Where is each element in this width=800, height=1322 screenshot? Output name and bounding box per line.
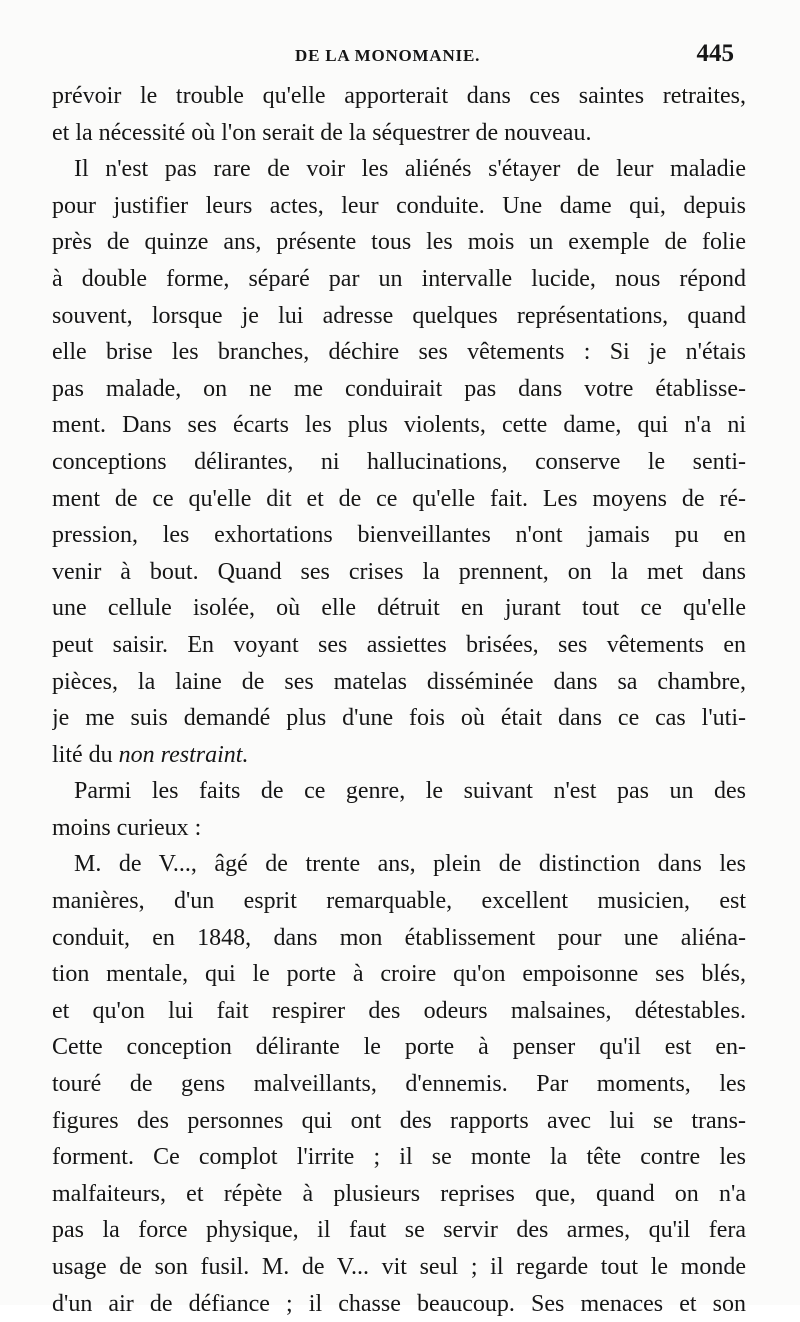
text-line: manières, d'un esprit remarquable, excellent musicien, est [52, 888, 746, 915]
text-line: près de quinze ans, présente tous les mois un exemple de folie [52, 229, 746, 256]
text-line: tion mentale, qui le porte à croire qu'on empoisonne ses blés, [52, 961, 746, 988]
text-line: souvent, lorsque je lui adresse quelques représentations, quand [52, 302, 746, 329]
text-line: à double forme, séparé par un intervalle lucide, nous répond [52, 265, 746, 292]
text-line: pas malade, on ne me conduirait pas dans votre établisse- [52, 375, 746, 402]
text-line: conceptions délirantes, ni hallucinations, conserve le senti- [52, 448, 746, 475]
running-title: DE LA MONOMANIE. [295, 46, 481, 65]
text-line: Cette conception délirante le porte à penser qu'il est en- [52, 1034, 746, 1061]
text-line: elle brise les branches, déchire ses vêtements : Si je n'étais [52, 339, 746, 366]
text-line: ment. Dans ses écarts les plus violents, cette dame, qui n'a ni [52, 412, 746, 439]
paragraph-start-line: Il n'est pas rare de voir les aliénés s'étayer de leur maladie [74, 156, 746, 183]
text-fragment: lité du [52, 741, 113, 768]
body-text [52, 78, 746, 1322]
running-head [50, 40, 740, 76]
text-line: et la nécessité où l'on serait de la séquestrer de nouveau. [52, 119, 592, 146]
text-line: une cellule isolée, où elle détruit en jurant tout ce qu'elle [52, 595, 746, 622]
text-line: prévoir le trouble qu'elle apporterait dans ces saintes retraites, [52, 83, 746, 109]
text-line: pas la force physique, il faut se servir des armes, qu'il fera [52, 1217, 746, 1244]
paragraph-start-line: M. de V..., âgé de trente ans, plein de distinction dans les [74, 851, 746, 878]
text-line: ment de ce qu'elle dit et de ce qu'elle fait. Les moyens de ré- [52, 485, 746, 512]
text-line: pression, les exhortations bienveillantes n'ont jamais pu en [52, 522, 746, 549]
paragraph-start-line: Parmi les faits de ce genre, le suivant n'est pas un des [74, 778, 746, 805]
text-line: moins curieux : [52, 814, 202, 841]
italic-term: non restraint. [118, 741, 249, 768]
page-number: 445 [696, 40, 734, 67]
text-line: venir à bout. Quand ses crises la prennent, on la met dans [52, 558, 746, 585]
text-line: peut saisir. En voyant ses assiettes brisées, ses vêtements en [52, 631, 746, 658]
text-line: touré de gens malveillants, d'ennemis. Par moments, les [52, 1071, 746, 1098]
text-line: usage de son fusil. M. de V... vit seul ; il regarde tout le monde [52, 1254, 746, 1280]
text-line [52, 737, 746, 774]
text-line: forment. Ce complot l'irrite ; il se monte la tête contre les [52, 1144, 746, 1171]
text-line: malfaiteurs, et répète à plusieurs reprises que, quand on n'a [52, 1180, 746, 1207]
text-line: et qu'on lui fait respirer des odeurs malsaines, détestables. [52, 997, 746, 1024]
text-line: pour justifier leurs actes, leur conduite. Une dame qui, depuis [52, 192, 746, 219]
text-line: figures des personnes qui ont des rapports avec lui se trans- [52, 1107, 746, 1134]
text-line: je me suis demandé plus d'une fois où était dans ce cas l'uti- [52, 705, 746, 732]
text-line: d'un air de défiance ; il chasse beaucoup. Ses menaces et son [52, 1290, 746, 1317]
text-line: pièces, la laine de ses matelas disséminée dans sa chambre, [52, 668, 746, 695]
text-line: conduit, en 1848, dans mon établissement pour une aliéna- [52, 924, 746, 951]
